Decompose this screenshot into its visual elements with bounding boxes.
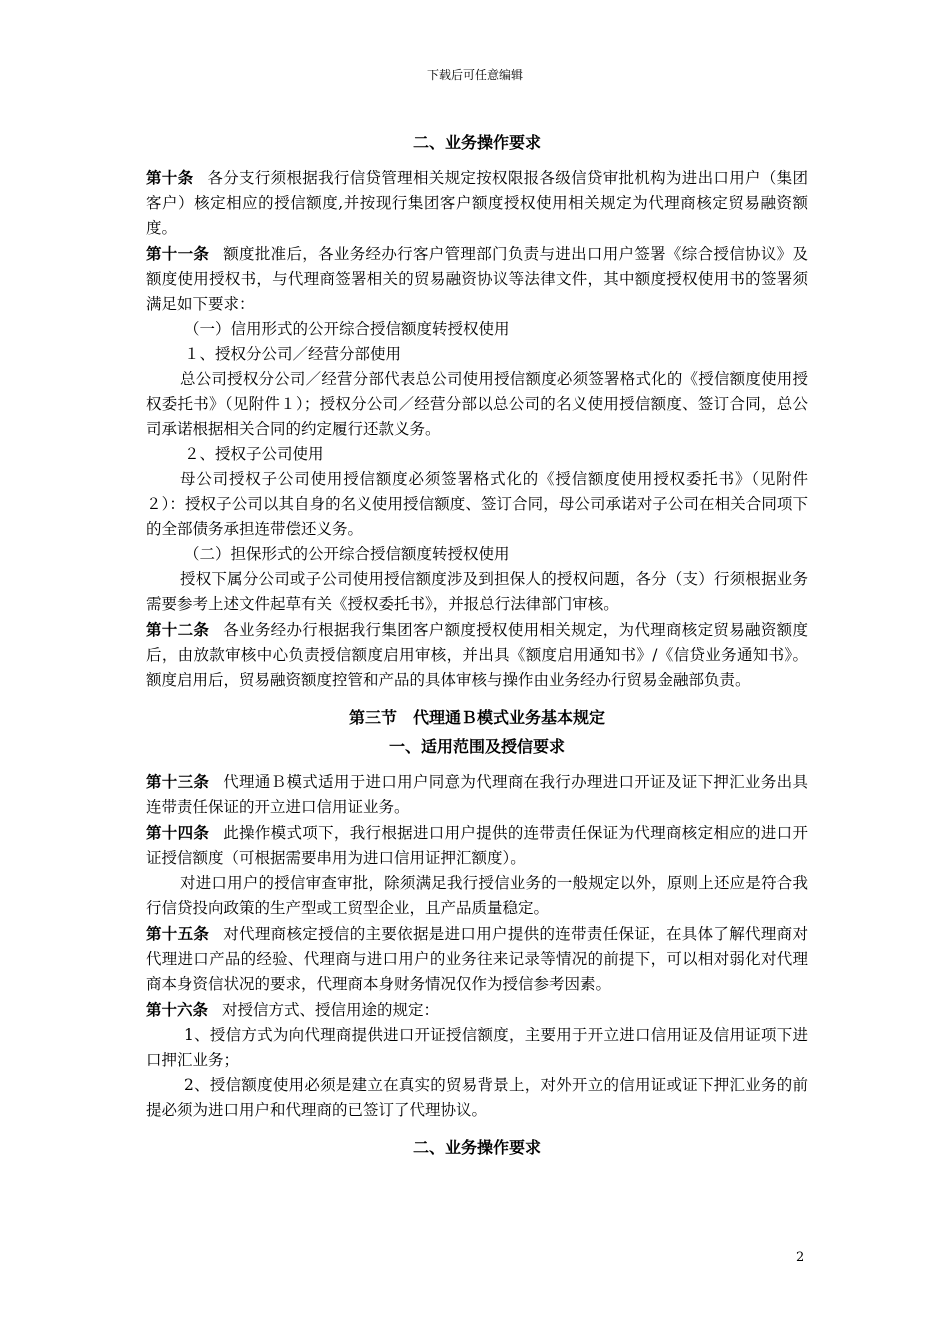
article-13 (146, 769, 808, 820)
paragraph: 授权下属分公司或子公司使用授信额度涉及到担保人的授权问题，各分（支）行须根据业务需要参考上述文件起草有关《授权委托书》，并报总行法律部门审核。 (146, 570, 808, 613)
article-text: 额度批准后，各业务经办行客户管理部门负责与进出口用户签署《综合授信协议》及额度使用授权书，与代理商签署相关的贸易融资协议等法律文件，其中额度授权使用书的签署须满足如下要求： (146, 245, 808, 313)
subsection-heading: 一、适用范围及授信要求 (388, 737, 565, 756)
page-body (146, 126, 808, 1164)
article-label: 第十六条 (146, 1000, 209, 1019)
article-text: 对代理商核定授信的主要依据是进口用户提供的连带责任保证，在具体了解代理商对代理进口产品的经验、代理商与进口用户的业务往来记录等情况的前提下，可以相对弱化对代理商本身资信状况的要求，代理商本身财务情况仅作为授信参考因素。 (146, 925, 808, 993)
article-14 (146, 820, 808, 871)
article-label: 第十五条 (146, 924, 210, 943)
article-10 (146, 165, 808, 241)
paragraph: 母公司授权子公司使用授信额度必须签署格式化的《授信额度使用授权委托书》（见附件２）：授权子公司以其自身的名义使用授信额度、签订合同，母公司承诺对子公司在相关合同项下的全部债务承担连带偿还义务。 (146, 470, 808, 538)
paragraph: 2、授信额度使用必须是建立在真实的贸易背景上，对外开立的信用证或证下押汇业务的前提必须为进口用户和代理商的已签订了代理协议。 (146, 1076, 808, 1119)
section-heading: 第三节 代理通Ｂ模式业务基本规定 (348, 708, 605, 727)
page-number: 2 (796, 1250, 805, 1265)
subsection-heading: 二、业务操作要求 (412, 1138, 541, 1157)
article-15 (146, 921, 808, 997)
paragraph: ２、授权子公司使用 (184, 445, 324, 463)
article-text: 各分支行须根据我行信贷管理相关规定按权限报各级信贷审批机构为进出口用户（集团客户）核定相应的授信额度,并按现行集团客户额度授权使用相关规定为代理商核定贸易融资额度。 (146, 169, 808, 237)
page-header: 下载后可任意编辑 (426, 68, 523, 82)
article-11 (146, 241, 808, 317)
article-16 (146, 997, 808, 1023)
article-text: 对授信方式、授信用途的规定： (222, 1001, 440, 1019)
article-label: 第十二条 (146, 620, 210, 639)
article-12 (146, 617, 808, 693)
article-label: 第十条 (146, 168, 194, 187)
paragraph: １、授权分公司／经营分部使用 (184, 345, 402, 363)
article-text: 代理通Ｂ模式适用于进口用户同意为代理商在我行办理进口开证及证下押汇业务出具连带责任保证的开立进口信用证业务。 (146, 773, 808, 816)
article-text: 各业务经办行根据我行集团客户额度授权使用相关规定，为代理商核定贸易融资额度后，由放款审核中心负责授信额度启用审核，并出具《额度启用通知书》/《信贷业务通知书》。额度启用后，贸易融资额度控管和产品的具体审核与操作由业务经办行贸易金融部负责。 (146, 621, 808, 689)
article-label: 第十四条 (146, 823, 210, 842)
paragraph: 1、授信方式为向代理商提供进口开证授信额度，主要用于开立进口信用证及信用证项下进口押汇业务； (146, 1026, 808, 1069)
paragraph: 对进口用户的授信审查审批，除须满足我行授信业务的一般规定以外，原则上还应是符合我行信贷投向政策的生产型或工贸型企业，且产品质量稳定。 (146, 874, 808, 917)
article-label: 第十一条 (146, 244, 210, 263)
subsection-heading: 二、业务操作要求 (412, 133, 541, 152)
article-label: 第十三条 (146, 772, 210, 791)
paragraph: 总公司授权分公司／经营分部代表总公司使用授信额度必须签署格式化的《授信额度使用授权委托书》（见附件１）；授权分公司／经营分部以总公司的名义使用授信额度、签订合同，总公司承诺根据相关合同的约定履行还款义务。 (146, 370, 808, 438)
article-text: 此操作模式项下，我行根据进口用户提供的连带责任保证为代理商核定相应的进口开证授信额度（可根据需要串用为进口信用证押汇额度）。 (146, 824, 808, 867)
paragraph: （一）信用形式的公开综合授信额度转授权使用 (184, 320, 510, 338)
paragraph: （二）担保形式的公开综合授信额度转授权使用 (184, 545, 510, 563)
